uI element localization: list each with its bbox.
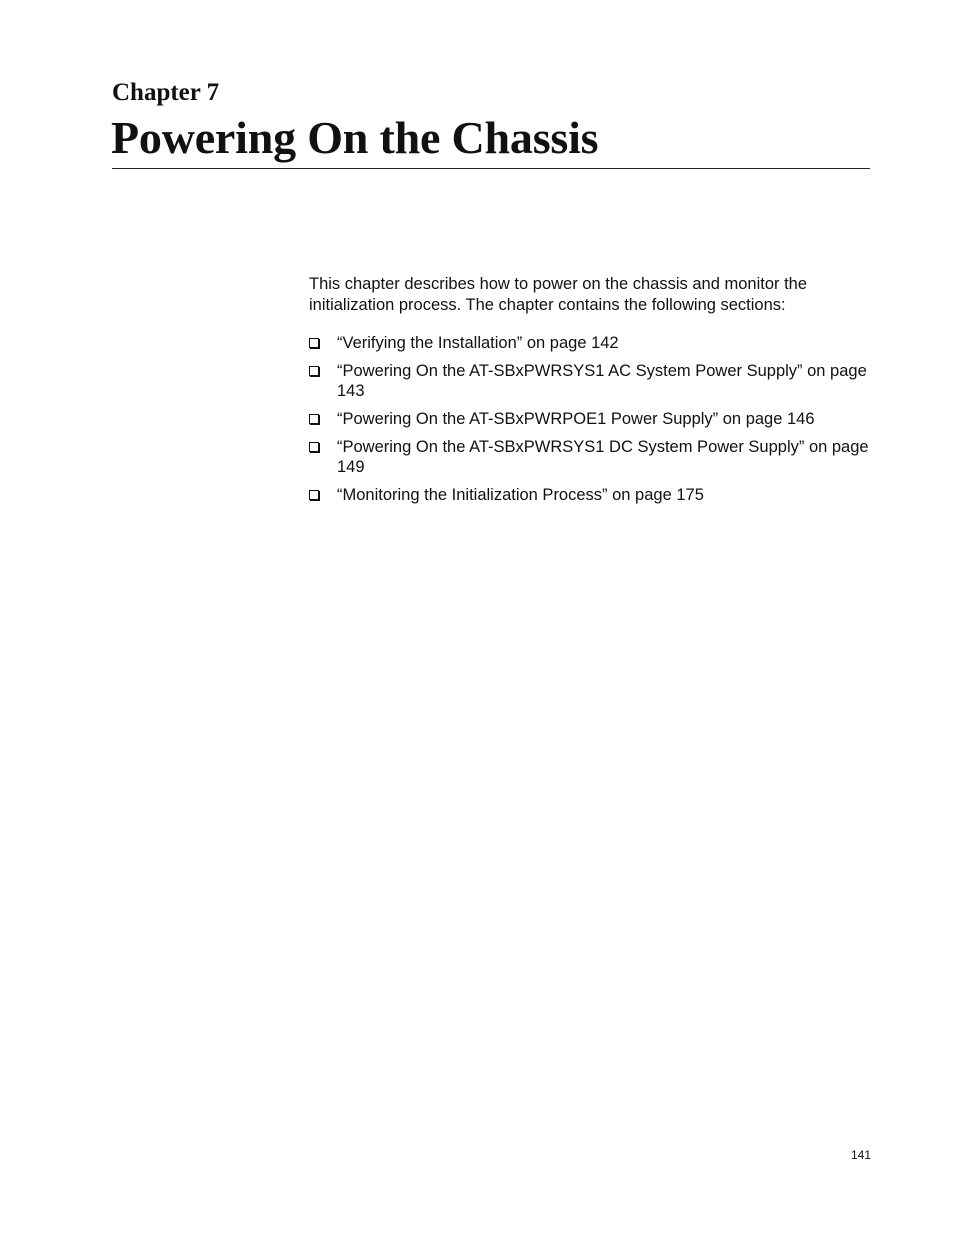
title-divider: [112, 168, 870, 169]
checkbox-square-icon: [309, 490, 319, 500]
list-item: [309, 333, 869, 353]
list-item: [309, 437, 869, 477]
checkbox-square-icon: [309, 366, 319, 376]
section-link-text[interactable]: “Verifying the Installation” on page 142: [337, 334, 619, 352]
section-link-text[interactable]: “Monitoring the Initialization Process” on page 175: [337, 486, 704, 504]
list-item: [309, 361, 869, 401]
list-item: [309, 485, 869, 505]
section-link-text[interactable]: “Powering On the AT-SBxPWRSYS1 DC System Power Supply” on page 149: [337, 438, 869, 476]
section-link-text[interactable]: “Powering On the AT-SBxPWRSYS1 AC System Power Supply” on page 143: [337, 362, 867, 400]
chapter-title: Powering On the Chassis: [111, 112, 599, 163]
intro-paragraph: This chapter describes how to power on the chassis and monitor the initialization process. The chapter contains the following sections:: [309, 275, 808, 314]
checkbox-square-icon: [309, 414, 319, 424]
checkbox-square-icon: [309, 442, 319, 452]
chapter-label: Chapter 7: [112, 79, 220, 106]
list-item: [309, 409, 869, 429]
checkbox-square-icon: [309, 338, 319, 348]
section-list: [309, 333, 869, 513]
page-number: 141: [851, 1148, 872, 1162]
section-link-text[interactable]: “Powering On the AT-SBxPWRPOE1 Power Supply” on page 146: [337, 410, 815, 428]
